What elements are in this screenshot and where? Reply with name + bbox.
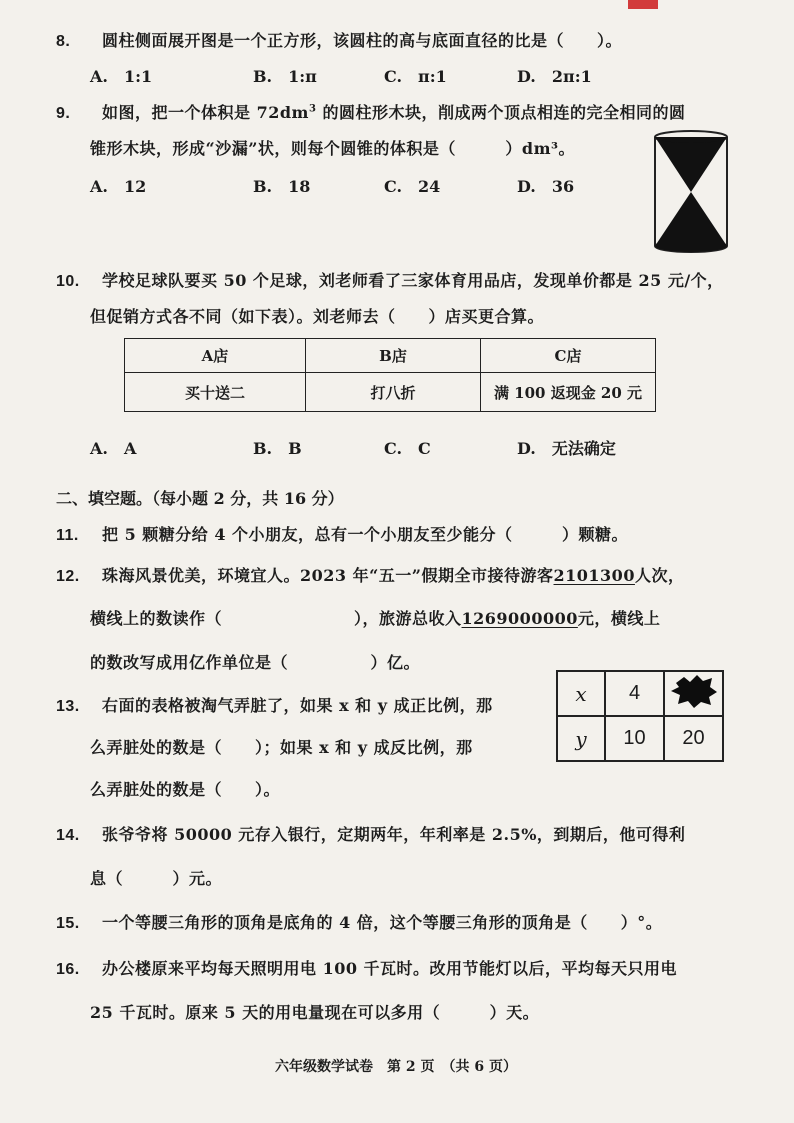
table-row [125,373,656,412]
question-number: 14. [56,827,80,844]
question-text: 圆柱侧面展开图是一个正方形，该圆柱的高与底面直径的比是（ ）。 [102,31,623,50]
section-heading: 二、填空题。（每小题 2 分，共 16 分） [56,489,344,508]
question-13-line3: 么弄脏处的数是（ ）。 [90,780,281,799]
question-text-b: 人次， [634,566,685,585]
question-text: 办公楼原来平均每天照明用电 100 千瓦时。改用节能灯以后，平均每天只用电 [102,959,678,978]
x-value: 4 [605,671,664,716]
question-number: 11. [56,527,79,544]
underlined-number: 1269000000 [461,609,578,628]
question-10-line2: 但促销方式各不同（如下表）。刘老师去（ ）店买更合算。 [90,307,545,326]
question-text: 学校足球队要买 50 个足球，刘老师看了三家体育用品店，发现单价都是 25 元/个， [102,271,724,290]
question-text-line1-a: 如图，把一个体积是 72dm [102,103,309,122]
question-14 [56,822,685,845]
question-12 [56,563,684,586]
y-value: 20 [664,716,723,761]
q8-option-d: D. 2π:1 [517,67,592,86]
question-10 [56,268,724,291]
question-number: 10. [56,273,80,290]
question-text-b: 元，横线上 [577,609,661,628]
question-text-a: 横线上的数读作（ ），旅游总收入 [90,609,462,628]
q8-option-c: C. π:1 [384,67,447,86]
question-12-line2 [90,606,660,629]
q9-option-c: C. 24 [384,177,441,196]
table-cell: 打八折 [306,373,481,412]
ink-smudge-icon [668,673,720,709]
q10-option-b: B. B [253,439,302,458]
y-label: y [557,716,605,761]
question-text-line1-b: 的圆柱形木块，削成两个顶点相连的完全相同的圆 [316,103,686,122]
question-13-line2: 么弄脏处的数是（ ）；如果 x 和 y 成反比例，那 [90,738,473,757]
q10-option-c: C. C [384,439,431,458]
y-value: 10 [605,716,664,761]
top-edge-mark [628,0,658,9]
question-number: 16. [56,961,80,978]
table-row [557,716,723,761]
question-number: 13. [56,698,80,715]
question-text-a: 珠海风景优美，环境宜人。2023 年“五一”假期全市接待游客 [102,566,554,585]
q10-option-a: A. A [90,439,137,458]
question-number: 15. [56,915,80,932]
question-12-line3: 的数改写成用亿作单位是（ ）亿。 [90,653,421,672]
q9-option-b: B. 18 [253,177,311,196]
q8-option-a: A. 1:1 [90,67,153,86]
table-row [557,671,723,716]
q8-option-b: B. 1:π [253,67,317,86]
promotion-table [124,338,656,412]
question-14-line2: 息（ ）元。 [90,869,223,888]
question-text: 把 5 颗糖分给 4 个小朋友，总有一个小朋友至少能分（ ）颗糖。 [102,525,629,544]
q9-option-d: D. 36 [517,177,575,196]
question-9-line2: 锥形木块，形成“沙漏”状，则每个圆锥的体积是（ ）dm³。 [90,139,576,158]
smudged-cell [664,671,723,716]
x-label: x [557,671,605,716]
question-8 [56,28,622,51]
table-header-cell: C店 [481,339,656,373]
table-header-cell: B店 [306,339,481,373]
table-cell: 买十送二 [125,373,306,412]
underlined-number: 2101300 [553,566,635,585]
question-number: 8. [56,33,71,50]
question-text: 一个等腰三角形的顶角是底角的 4 倍，这个等腰三角形的顶角是（ ）°。 [102,913,663,932]
question-number: 12. [56,568,80,585]
table-header-cell: A店 [125,339,306,373]
superscript: 3 [308,103,317,115]
question-text: 右面的表格被淘气弄脏了，如果 x 和 y 成正比例，那 [102,696,493,715]
question-15 [56,910,662,933]
question-11 [56,522,628,545]
q10-option-d: D. 无法确定 [517,439,616,458]
hourglass-cylinder-figure [650,128,732,256]
question-16-line2: 25 千瓦时。原来 5 天的用电量现在可以多用（ ）天。 [90,1003,540,1022]
question-13 [56,693,493,716]
table-cell: 满 100 返现金 20 元 [481,373,656,412]
q9-option-a: A. 12 [90,177,147,196]
xy-table [556,670,724,762]
table-header-row [125,339,656,373]
question-9 [56,100,686,123]
page-footer: 六年级数学试卷 第 2 页 （共 6 页） [275,1059,517,1075]
question-text: 张爷爷将 50000 元存入银行，定期两年，年利率是 2.5%，到期后，他可得利 [102,825,686,844]
question-16 [56,956,677,979]
question-number: 9. [56,105,71,122]
